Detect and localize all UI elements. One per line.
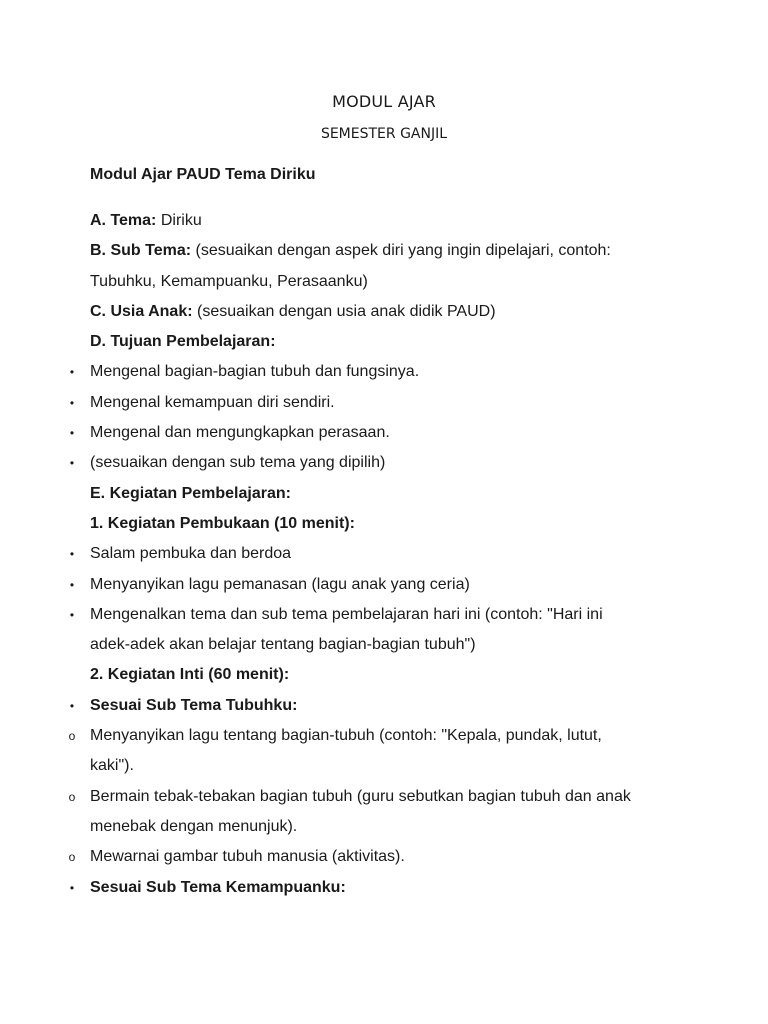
list-item bbox=[69, 873, 690, 903]
line-text: kaki"). bbox=[90, 757, 134, 775]
line-label: 2. Kegiatan Inti (60 menit): bbox=[90, 666, 290, 684]
sub-list-item bbox=[68, 842, 690, 872]
line-text: (sesuaikan dengan aspek diri yang ingin dipelajari, contoh: bbox=[191, 242, 611, 260]
module-heading: Modul Ajar PAUD Tema Diriku bbox=[90, 166, 316, 183]
list-item bbox=[69, 570, 690, 600]
list-item bbox=[69, 357, 690, 387]
text-line bbox=[90, 267, 690, 297]
line-text: (sesuaikan dengan sub tema yang dipilih) bbox=[90, 454, 386, 472]
text-line bbox=[90, 751, 690, 781]
document-subtitle: SEMESTER GANJIL bbox=[320, 126, 448, 142]
line-label: 1. Kegiatan Pembukaan (10 menit): bbox=[90, 514, 355, 532]
line-text: Tubuhku, Kemampuanku, Perasaanku) bbox=[90, 272, 368, 290]
document-body bbox=[68, 206, 690, 903]
line-label: E. Kegiatan Pembelajaran: bbox=[90, 484, 291, 502]
bullet-icon: • bbox=[69, 698, 75, 713]
bullet-icon: • bbox=[69, 577, 75, 592]
list-item bbox=[69, 448, 690, 478]
line-text: Mengenal dan mengungkapkan perasaan. bbox=[90, 424, 390, 442]
bullet-icon: • bbox=[69, 456, 75, 471]
bullet-icon: • bbox=[69, 880, 75, 895]
section-heading bbox=[90, 327, 690, 357]
text-line bbox=[90, 236, 690, 266]
line-label: C. Usia Anak: bbox=[90, 302, 193, 320]
list-item bbox=[69, 388, 690, 418]
line-text: adek-adek akan belajar tentang bagian-bagian tubuh") bbox=[90, 636, 476, 654]
line-text: Mengenalkan tema dan sub tema pembelajaran hari ini (contoh: "Hari ini bbox=[90, 605, 603, 623]
section-heading bbox=[90, 479, 690, 509]
line-label: A. Tema: bbox=[90, 212, 157, 229]
line-label: D. Tujuan Pembelajaran: bbox=[90, 333, 276, 351]
line-text: Mengenal kemampuan diri sendiri. bbox=[90, 393, 335, 411]
bullet-icon: • bbox=[69, 426, 75, 441]
list-item bbox=[69, 691, 690, 721]
line-label: B. Sub Tema: bbox=[90, 242, 192, 260]
line-text: Bermain tebak-tebakan bagian tubuh (guru sebutkan bagian tubuh dan anak bbox=[90, 787, 631, 805]
line-text: menebak dengan menunjuk). bbox=[90, 817, 298, 835]
list-item bbox=[69, 418, 690, 448]
text-line bbox=[90, 297, 690, 327]
line-text: Diriku bbox=[156, 212, 202, 229]
line-text: Mewarnai gambar tubuh manusia (aktivitas). bbox=[90, 848, 405, 866]
sub-bullet-icon: o bbox=[68, 789, 76, 804]
section-heading bbox=[90, 509, 690, 539]
bullet-icon: • bbox=[69, 607, 75, 622]
line-text: Salam pembuka dan berdoa bbox=[90, 545, 292, 563]
text-line bbox=[90, 812, 690, 842]
line-label: Sesuai Sub Tema Kemampuanku: bbox=[90, 878, 346, 896]
sub-list-item bbox=[68, 782, 690, 812]
list-item bbox=[69, 539, 690, 569]
text-line bbox=[90, 630, 690, 660]
line-text: (sesuaikan dengan usia anak didik PAUD) bbox=[192, 302, 496, 320]
section-heading bbox=[90, 660, 690, 690]
line-text: Menyanyikan lagu pemanasan (lagu anak yang ceria) bbox=[90, 575, 470, 593]
document-title: MODUL AJAR bbox=[332, 92, 436, 111]
sub-bullet-icon: o bbox=[68, 729, 76, 744]
sub-list-item bbox=[68, 721, 690, 751]
text-line bbox=[90, 206, 690, 236]
line-label: Sesuai Sub Tema Tubuhku: bbox=[90, 696, 298, 714]
sub-bullet-icon: o bbox=[68, 850, 76, 865]
bullet-icon: • bbox=[69, 365, 75, 380]
bullet-icon: • bbox=[69, 395, 75, 410]
line-text: Menyanyikan lagu tentang bagian-tubuh (contoh: "Kepala, pundak, lutut, bbox=[90, 727, 602, 745]
list-item bbox=[69, 600, 690, 630]
line-text: Mengenal bagian-bagian tubuh dan fungsinya. bbox=[90, 363, 420, 381]
bullet-icon: • bbox=[69, 547, 75, 562]
